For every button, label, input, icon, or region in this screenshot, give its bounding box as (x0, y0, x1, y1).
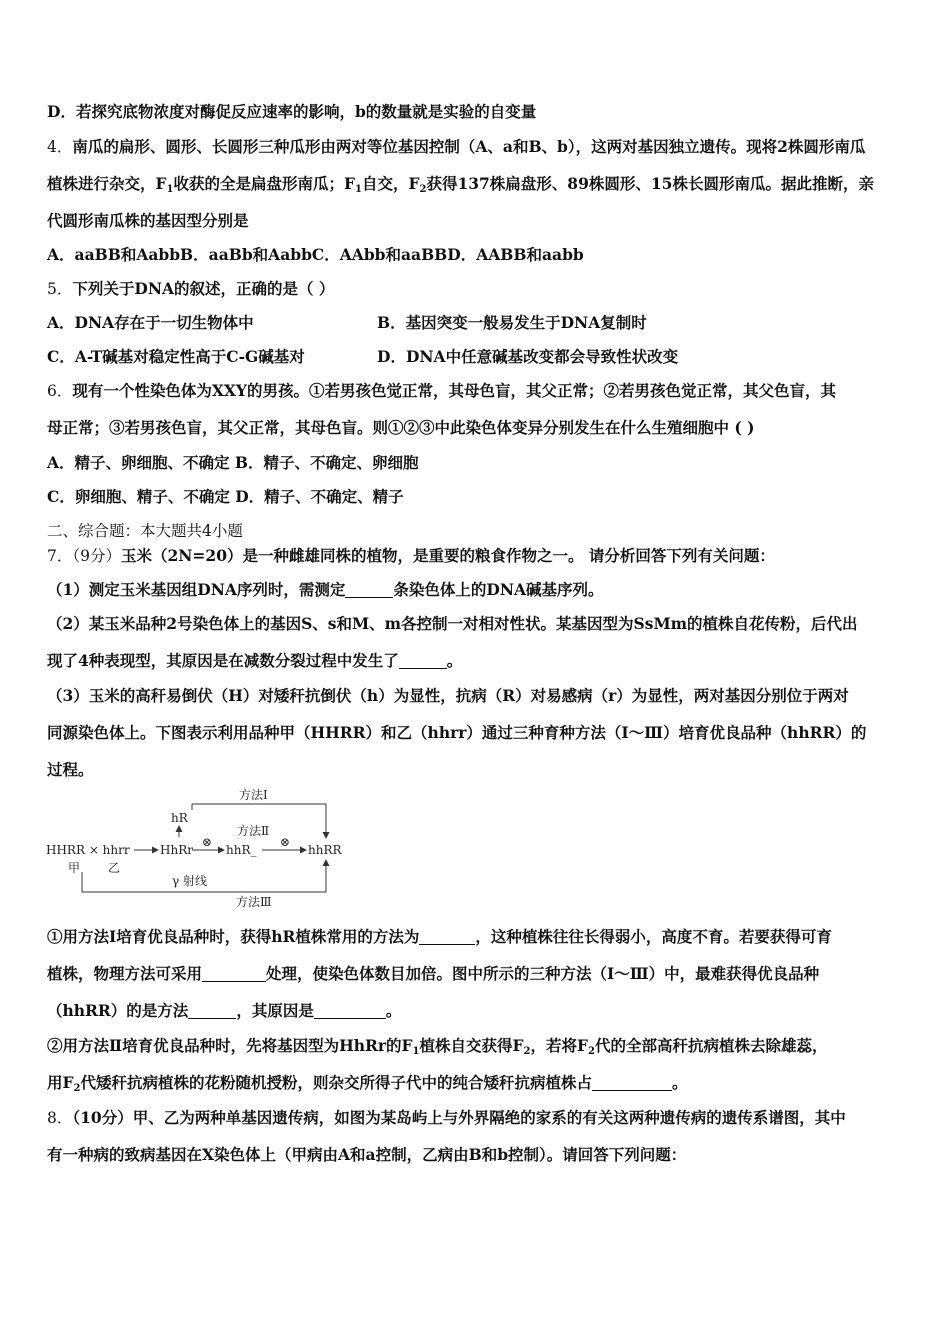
q5-option-d: D．DNA中任意碱基改变都会导致性状改变 (377, 347, 679, 366)
q4-stem-line2: 植株进行杂交，$F_1$收获的全是扁盘形南瓜；$F_1$自交，$F_2$获得137株扁盘形、89株圆形、15株长圆形南瓜。据此推断，亲 (47, 174, 874, 195)
diagram-hhR-label: hhR_ (226, 843, 257, 857)
diagram-hR-label: hR (171, 811, 188, 825)
diagram-yi-label: 乙 (108, 861, 121, 875)
q8-stem-line2: 有一种病的致病基因在X染色体上（甲病由A和a控制，乙病由B和b控制）。请回答下列问题： (47, 1145, 687, 1164)
q5-option-a: A．DNA存在于一切生物体中 (47, 313, 254, 332)
q6-options-ab: A．精子、卵细胞、不确定 B．精子、不确定、卵细胞 (47, 453, 419, 472)
diagram-cross-label: HHRR × hhrr (46, 843, 130, 857)
diagram-jia-label: 甲 (68, 861, 81, 875)
diagram-self2-symbol: ⊗ (280, 835, 291, 849)
q7-part1: （1）测定玉米基因组DNA序列时，需测定 条染色体上的DNA碱基序列。 (47, 580, 604, 599)
diagram-self1-symbol: ⊗ (202, 835, 213, 849)
q7-sub1-line2: 植株，物理方法可采用 处理，使染色体数目加倍。图中所示的三种方法（Ⅰ～Ⅲ）中，最难获得优良品种 (47, 964, 820, 983)
q4-options: A．aaBB和AabbB．aaBb和AabbC．AAbb和aaBBD．AABB和aabb (47, 245, 584, 264)
diagram-HhRr-label: HhRr (160, 843, 193, 857)
q7-part2-line1: （2）某玉米品种2号染色体上的基因S、s和M、m各控制一对相对性状。某基因型为SsMm的植株自花传粉，后代出 (47, 614, 858, 633)
q5-option-b: B．基因突变一般易发生于DNA复制时 (377, 313, 647, 332)
diagram-method1-label: 方法Ⅰ (239, 788, 268, 802)
q5-option-c: C．A-T碱基对稳定性高于C-G碱基对 (47, 347, 305, 366)
q6-stem-line2: 母正常；③若男孩色盲，其父正常，其母色盲。则①②③中此染色体变异分别发生在什么生殖细胞中 ( ) (47, 418, 755, 437)
diagram-method2-label: 方法Ⅱ (237, 824, 270, 838)
diagram-hhRR-label: hhRR (308, 843, 342, 857)
q8-stem-line1: 8．（10分）甲、乙为两种单基因遗传病，如图为某岛屿上与外界隔绝的家系的有关这两种遗传病的遗传系谱图，其中 (47, 1108, 846, 1127)
q7-part3-line1: （3）玉米的高秆易倒伏（H）对矮秆抗倒伏（h）为显性，抗病（R）对易感病（r）为显性，两对基因分别位于两对 (47, 686, 849, 705)
q7-sub1-line3: （hhRR）的是方法 ，其原因是 。 (47, 1001, 402, 1020)
q6-options-cd: C．卵细胞、精子、不确定 D．精子、不确定、精子 (47, 487, 404, 506)
q6-stem-line1: 6．现有一个性染色体为XXY的男孩。①若男孩色觉正常，其母色盲，其父正常；②若男孩色觉正常，其父色盲，其 (47, 381, 836, 400)
q7-sub2-line2: 用$F_2$代矮秆抗病植株的花粉随机授粉，则杂交所得子代中的纯合矮秆抗病植株占 。 (47, 1073, 688, 1094)
q7-sub2-line1: ②用方法Ⅱ培育优良品种时，先将基因型为HhRr的$F_1$植株自交获得$F_2$，若将$F_2$代的全部高秆抗病植株去除雄蕊， (47, 1036, 828, 1057)
q4-stem-line1: 4．南瓜的扁形、圆形、长圆形三种瓜形由两对等位基因控制（A、a和B、b），这两对基因独立遗传。现将2株圆形南瓜 (47, 137, 866, 156)
q3-option-d: D．若探究底物浓度对酶促反应速率的影响，b的数量就是实验的自变量 (47, 102, 537, 121)
q5-stem: 5．下列关于DNA的叙述，正确的是（ ） (47, 279, 335, 298)
diagram-ray-label: γ 射线 (172, 874, 207, 888)
q7-part2-line2: 现了4种表现型，其原因是在减数分裂过程中发生了 。 (47, 651, 463, 670)
q4-stem-line3: 代圆形南瓜株的基因型分别是 (47, 211, 249, 230)
section-heading: 二、综合题：本大题共4小题 (47, 522, 243, 540)
diagram-method3-label: 方法Ⅲ (236, 895, 272, 909)
q7-sub1-line1: ①用方法Ⅰ培育优良品种时，获得hR植株常用的方法为 ，这种植株往往长得弱小，高度不育。若要获得可育 (47, 927, 832, 946)
q7-part3-line2: 同源染色体上。下图表示利用品种甲（HHRR）和乙（hhrr）通过三种育种方法（Ⅰ～Ⅲ）培育优良品种（hhRR）的 (47, 723, 867, 742)
q7-part3-line3: 过程。 (47, 760, 94, 779)
q7-stem: 7．（9分）玉米（2N=20）是一种雌雄同株的植物，是重要的粮食作物之一。 请分析回答下列有关问题： (47, 546, 775, 565)
breeding-diagram (44, 788, 354, 912)
